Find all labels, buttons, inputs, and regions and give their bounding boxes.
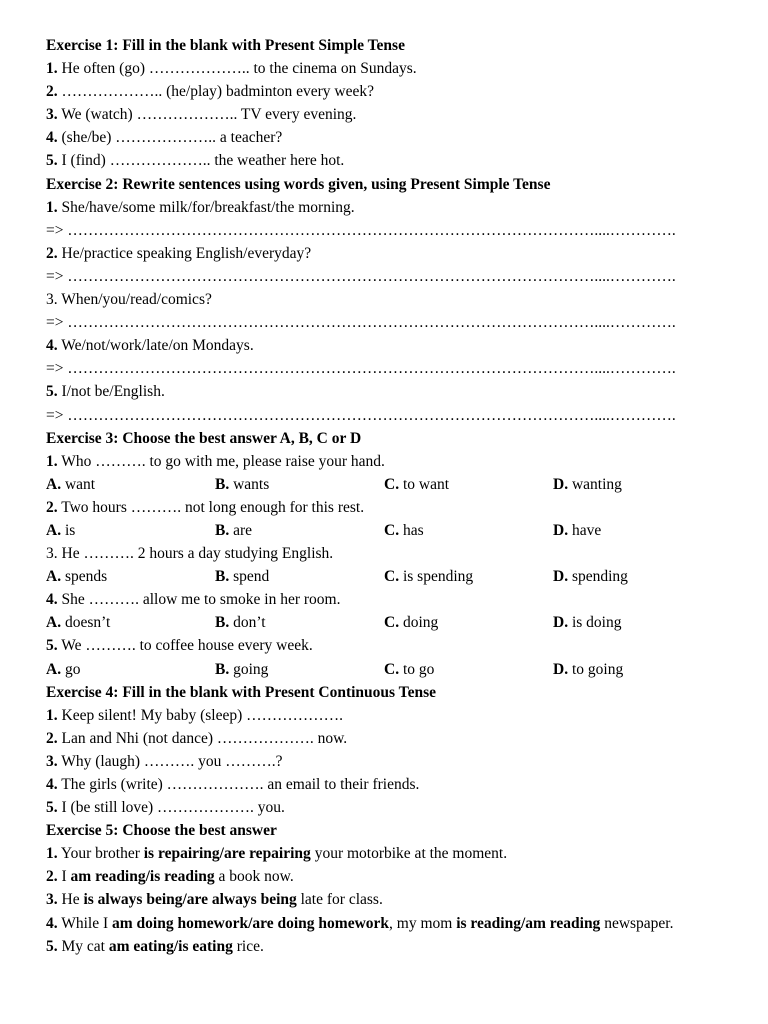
- option-d: D. to going: [553, 660, 624, 678]
- exercise-2-item: 3. When/you/read/comics?: [46, 291, 212, 309]
- exercise-5-item: 3. He is always being/are always being late for class.: [46, 891, 383, 909]
- exercise-1-item: 1. He often (go) ……………….. to the cinema on Sundays.: [46, 60, 417, 78]
- answer-options: [46, 658, 722, 681]
- option-d: D. have: [553, 521, 602, 539]
- exercise-2-item: 2. He/practice speaking English/everyday?: [46, 244, 312, 262]
- answer-line: => …………………………………………………………………………………………....………….: [46, 360, 676, 378]
- question: 4. She ………. allow me to smoke in her room.: [46, 591, 341, 609]
- exercise-4-title: Exercise 4: Fill in the blank with Present Continuous Tense: [46, 683, 436, 701]
- option-b: B. going: [215, 660, 269, 678]
- option-a: A. go: [46, 660, 81, 678]
- answer-line: => …………………………………………………………………………………………....………….: [46, 221, 676, 239]
- exercise-2-item: 1. She/have/some milk/for/breakfast/the morning.: [46, 198, 355, 216]
- option-a: A. spends: [46, 568, 108, 586]
- exercise-5-item: 1. Your brother is repairing/are repairing your motorbike at the moment.: [46, 845, 508, 863]
- exercise-2-item: 5. I/not be/English.: [46, 383, 165, 401]
- option-a: A. want: [46, 475, 96, 493]
- exercise-4-item: 3. Why (laugh) ………. you ……….?: [46, 752, 283, 770]
- exercise-4-item: 1. Keep silent! My baby (sleep) ……………….: [46, 706, 344, 724]
- worksheet: [46, 34, 722, 958]
- option-a: A. is: [46, 521, 76, 539]
- exercise-4-item: 4. The girls (write) ………………. an email to their friends.: [46, 776, 420, 793]
- answer-line: => …………………………………………………………………………………………....………….: [46, 406, 676, 424]
- answer-options: [46, 565, 722, 588]
- option-b: B. are: [215, 521, 253, 539]
- option-d: D. is doing: [553, 614, 622, 632]
- answer-options: [46, 473, 722, 496]
- question: 3. He ………. 2 hours a day studying English.: [46, 545, 334, 563]
- exercise-1-item: 5. I (find) ……………….. the weather here hot.: [46, 152, 345, 170]
- question: 1. Who ………. to go with me, please raise your hand.: [46, 452, 385, 470]
- answer-options: [46, 611, 722, 634]
- option-c: C. has: [384, 521, 424, 539]
- exercise-1-item: 2. ……………….. (he/play) badminton every week?: [46, 83, 374, 101]
- option-d: D. spending: [553, 568, 628, 586]
- exercise-5-item: 2. I am reading/is reading a book now.: [46, 868, 294, 886]
- exercise-4-item: 2. Lan and Nhi (not dance) ………………. now.: [46, 729, 348, 747]
- option-b: B. don’t: [215, 614, 266, 632]
- answer-line: => …………………………………………………………………………………………....………….: [46, 267, 676, 285]
- option-c: C. is spending: [384, 568, 474, 586]
- exercise-2-item: 4. We/not/work/late/on Mondays.: [46, 337, 254, 355]
- option-b: B. wants: [215, 475, 270, 493]
- option-c: C. doing: [384, 614, 439, 632]
- exercise-3-title: Exercise 3: Choose the best answer A, B, C or D: [46, 429, 362, 447]
- option-c: C. to want: [384, 475, 450, 493]
- exercise-5-item: 4. While I am doing homework/are doing homework, my mom is reading/am reading newspaper.: [46, 914, 674, 932]
- question: 2. Two hours ………. not long enough for this rest.: [46, 498, 365, 516]
- option-a: A. doesn’t: [46, 614, 111, 632]
- exercise-5-title: Exercise 5: Choose the best answer: [46, 822, 277, 840]
- exercise-1-title: Exercise 1: Fill in the blank with Present Simple Tense: [46, 37, 405, 54]
- exercise-1-item: 3. We (watch) ……………….. TV every evening.: [46, 106, 357, 124]
- option-b: B. spend: [215, 568, 270, 586]
- answer-line: => …………………………………………………………………………………………....………….: [46, 314, 676, 332]
- exercise-4-item: 5. I (be still love) ………………. you.: [46, 799, 285, 817]
- option-c: C. to go: [384, 660, 435, 678]
- exercise-5-item: 5. My cat am eating/is eating rice.: [46, 937, 264, 955]
- question: 5. We ………. to coffee house every week.: [46, 637, 313, 655]
- exercise-1-item: 4. (she/be) ……………….. a teacher?: [46, 129, 283, 147]
- answer-options: [46, 519, 722, 542]
- exercise-2-title: Exercise 2: Rewrite sentences using words given, using Present Simple Tense: [46, 175, 551, 193]
- option-d: D. wanting: [553, 475, 622, 493]
